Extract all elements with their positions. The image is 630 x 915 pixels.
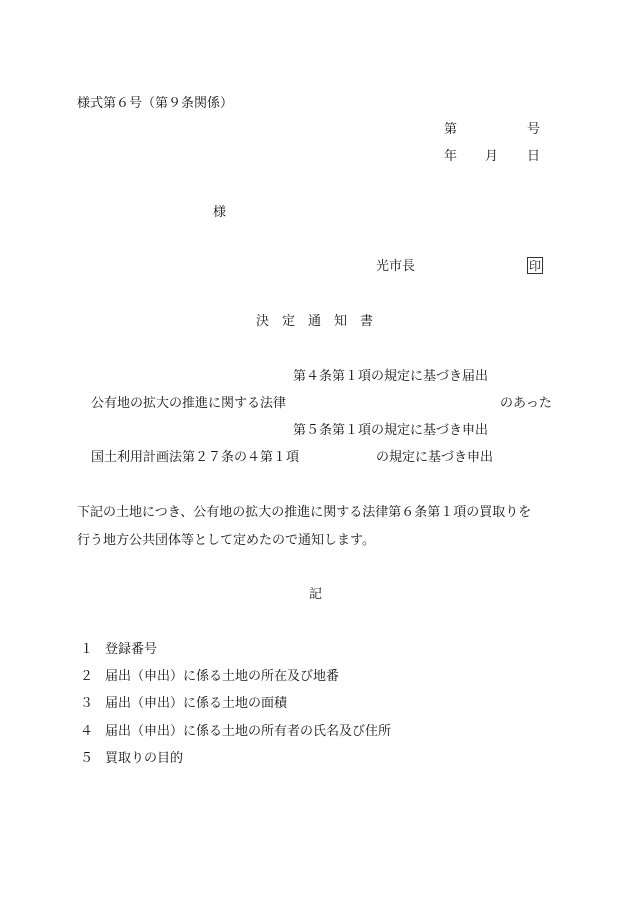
item-number: １ [80,642,94,657]
item-number: ３ [80,696,94,711]
form-label: 様式第６号（第９条関係） [77,96,234,111]
item-label: 届出（申出）に係る土地の面積 [105,696,288,711]
basis-law2-name: 国土利用計画法第２７条の４第１項 [91,450,300,465]
basis-line-article5: 第５条第１項の規定に基づき申出 [293,423,489,438]
item-number: ４ [80,724,94,739]
item-label: 買取りの目的 [105,751,184,766]
seal-mark: 印 [528,259,541,273]
item-label: 届出（申出）に係る土地の所有者の氏名及び住所 [105,724,392,739]
date-day: 日 [527,149,541,164]
basis-atta: のあった [500,396,552,411]
basis-law-name: 公有地の拡大の推進に関する法律 [91,396,287,411]
date-month: 月 [485,149,499,164]
body-text-line2: 行う地方公共団体等として定めたので通知します。 [77,533,375,548]
body-text-line1: 下記の土地につき、公有地の拡大の推進に関する法律第６条第１項の買取りを [77,505,532,520]
date-year: 年 [444,149,458,164]
item-label: 届出（申出）に係る土地の所在及び地番 [105,669,340,684]
item-label: 登録番号 [105,642,158,657]
addressee-honorific: 様 [213,205,227,220]
basis-line-article4: 第４条第１項の規定に基づき届出 [293,369,489,384]
document-number-suffix: 号 [527,122,541,137]
document-title: 決 定 通 知 書 [256,314,374,329]
issuer-title: 光市長 [376,259,416,274]
item-number: ２ [80,669,94,684]
item-number: ５ [80,751,94,766]
ki-heading: 記 [309,587,323,602]
document-number-prefix: 第 [444,122,458,137]
basis-line4-tail: の規定に基づき申出 [376,450,494,465]
